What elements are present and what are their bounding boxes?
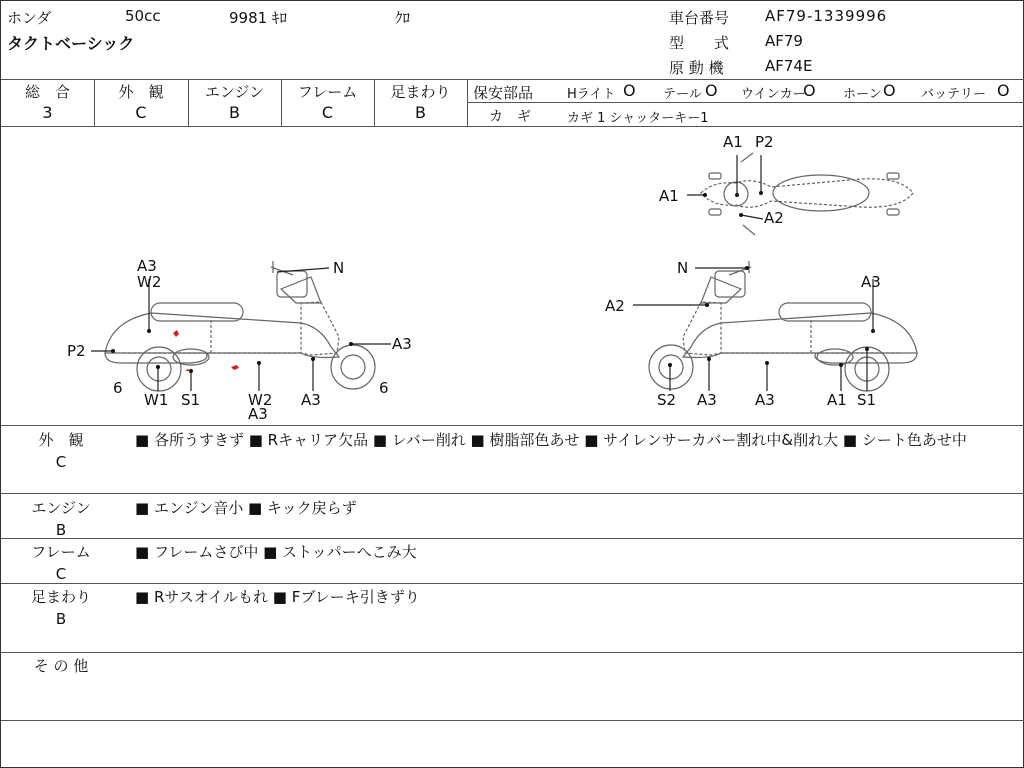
divider [1, 538, 1024, 539]
divider [1, 79, 1024, 80]
model-name: タクトベーシック [7, 34, 135, 53]
safety-item-battery: バッテリー [921, 87, 987, 102]
section-grade: B [55, 521, 67, 539]
mileage: 9981 ｷﾛ [229, 9, 287, 27]
diagram-label: W1 [144, 391, 169, 409]
grade-frame-label: フレーム [297, 83, 358, 101]
divider [1, 583, 1024, 584]
section-engine-label [1, 497, 121, 541]
section-frame-text: ■ フレームさび中 ■ ストッパーへこみ大 [135, 543, 417, 561]
color: ｸﾛ [395, 9, 411, 27]
divider [467, 102, 1024, 103]
section-exterior-text: ■ 各所うすきず ■ Rキャリア欠品 ■ レバー削れ ■ 樹脂部色あせ ■ サイレンサーカバー割れ中&削れ大 ■ シート色あせ中 [135, 431, 967, 449]
key-value: カギ 1 シャッターキー1 [567, 111, 709, 126]
scooter-diagram [1, 127, 1024, 425]
diagram-label: A3 [861, 273, 881, 291]
diagram-label: A1 [827, 391, 847, 409]
section-suspension-label [1, 586, 121, 630]
diagram-label: N [677, 259, 689, 277]
grade-suspension-value: B [415, 103, 426, 122]
section-label: 外 観 [38, 431, 84, 449]
right-side-points [668, 266, 875, 367]
frame-no: AF79-1339996 [765, 7, 888, 25]
diagram-label: S2 [657, 391, 677, 409]
type-value: AF79 [765, 32, 803, 50]
diagram-label: A3 [697, 391, 717, 409]
diagram-label: P2 [67, 342, 86, 360]
section-label: フレーム [31, 543, 91, 561]
section-engine-text: ■ エンジン音小 ■ キック戻らず [135, 499, 357, 517]
grade-suspension-label: 足まわり [390, 83, 451, 101]
diagram-label: P2 [755, 133, 774, 151]
diagram-label: N [333, 259, 345, 277]
grade-exterior-label: 外 観 [118, 83, 164, 101]
diagram-label: S1 [857, 391, 877, 409]
diagram-label: A1 [723, 133, 743, 151]
diagram-label: S1 [181, 391, 201, 409]
diagram-label: A3 [301, 391, 321, 409]
top-view-points [703, 191, 763, 217]
safety-item-tail: テール [663, 87, 702, 102]
diagram-label: W2 [137, 273, 162, 291]
grade-overall-label: 総 合 [24, 83, 70, 101]
section-label: そ の 他 [33, 657, 89, 675]
divider [1, 493, 1024, 494]
diagram-label: A2 [605, 297, 625, 315]
safety-mark-battery: O [997, 81, 1010, 100]
grade-engine-label: エンジン [204, 83, 265, 101]
safety-label: 保安部品 [473, 84, 534, 102]
diagram-label: A1 [659, 187, 679, 205]
maker: ホンダ [7, 9, 52, 27]
diagram-label: A3 [392, 335, 412, 353]
section-label: エンジン [31, 499, 91, 517]
section-exterior-label [1, 429, 121, 473]
safety-mark-horn: O [883, 81, 896, 100]
safety-mark-headlight: O [623, 81, 636, 100]
diagram-label: W2 [248, 391, 273, 409]
section-grade: B [55, 610, 67, 628]
top-view-scooter [687, 153, 913, 235]
safety-mark-tail: O [705, 81, 718, 100]
divider [467, 79, 468, 126]
safety-item-horn: ホーン [843, 87, 882, 102]
safety-item-headlight: Hライト [567, 87, 616, 102]
grade-engine-value: B [229, 103, 240, 122]
safety-item-winker: ウインカー [741, 87, 806, 102]
section-label: 足まわり [30, 588, 91, 606]
diagram-label: A3 [755, 391, 775, 409]
section-suspension-text: ■ Rサスオイルもれ ■ Fブレーキ引きずり [135, 588, 420, 606]
diagram-label: A3 [137, 257, 157, 275]
section-frame-label [1, 541, 121, 585]
diagram-label: 6 [113, 379, 123, 397]
section-grade: C [55, 565, 67, 583]
left-side-scooter [91, 261, 391, 391]
key-label: カ ギ [489, 109, 531, 125]
engine-label: 原 動 機 [669, 59, 724, 77]
section-other-label [1, 655, 121, 677]
frame-no-label: 車台番号 [669, 9, 730, 27]
safety-mark-winker: O [803, 81, 816, 100]
type-label: 型 式 [669, 34, 730, 52]
engine-value: AF74E [765, 57, 813, 75]
grade-overall-value: 3 [42, 103, 53, 122]
section-grade: C [55, 453, 67, 471]
divider [1, 425, 1024, 426]
grade-frame-value: C [321, 103, 334, 122]
divider [1, 720, 1024, 721]
damage-marks [173, 330, 239, 371]
diagram-label: A2 [764, 209, 784, 227]
displacement: 50cc [125, 7, 161, 25]
grade-exterior-value: C [135, 103, 147, 122]
divider [1, 652, 1024, 653]
diagram-label: 6 [379, 379, 389, 397]
diagram-label: A3 [248, 405, 268, 423]
